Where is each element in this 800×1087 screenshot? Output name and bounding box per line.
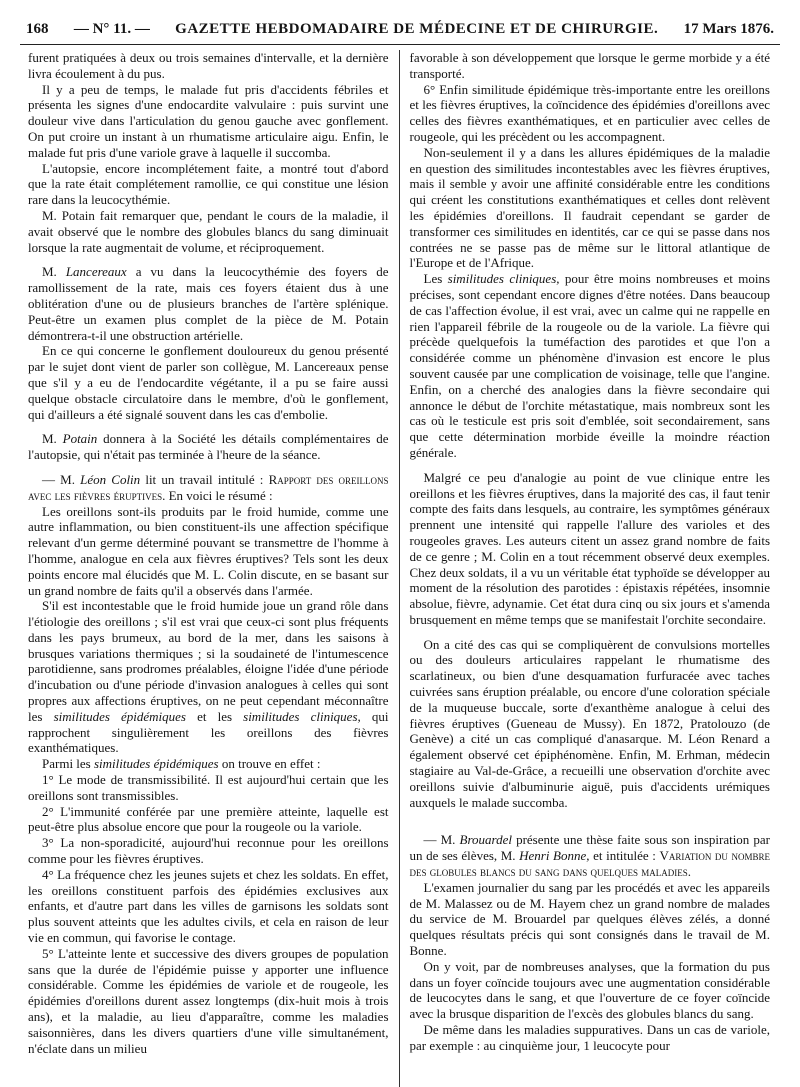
masthead-title: GAZETTE HEBDOMADAIRE DE MÉDECINE ET DE CHIRURGIE. xyxy=(175,21,659,37)
honorific: — M. xyxy=(42,471,75,487)
paragraph-text: donnera à la Société les détails complémentaires de l'autopsie, qui n'était pas terminée à l'heure de la séance. xyxy=(28,431,389,463)
paragraph: L'examen journalier du sang par les procédés et avec les appareils de M. Malassez ou de M. Hayem chez un grand nombre de malades du service de M. Brouardel par quelques élèves zélés, a donné quelques résultats précis qui sont consignés dans le travail de M. Bonne. xyxy=(409,879,770,959)
paragraph: On a cité des cas qui se compliquèrent de convulsions mortelles ou des douleurs articulaires rappelant le rhumatisme des scarlatineux, ou bien d'une desquamation furfuracée avec taches cuivrées sans éruption préalable, ou encore d'une coloration spéciale de la muqueuse buccale, sorte d'exanthème analogue à celui des fièvres éruptives (Gueneau de Mussy). En 1872, Pratolouzo (de Genève) a cité un cas compliqué d'anasarque. M. Léon Renard a également observé cet épiphénomène. Enfin, M. Erhman, médecin stagiaire au Val-de-Grâce, a recueilli une observation d'orchite avec oreillons suivie d'albuminurie aiguë, puis d'accidents urémiques auxquels le malade succomba. xyxy=(409,636,770,810)
left-column xyxy=(28,50,400,1087)
emphasis: similitudes cliniques, xyxy=(243,708,361,724)
speaker-name: Brouardel xyxy=(459,832,512,848)
paragraph-text: et les xyxy=(197,708,233,724)
right-column xyxy=(400,50,771,1087)
paragraph: On y voit, par de nombreuses analyses, que la formation du pus dans un foyer coïncide toujours avec une augmentation considérable de leucocytes dans le sang, et que l'ouverture de ce foyer coïncide avec la brusque disparition de l'excès des globules blancs du sang. xyxy=(409,958,770,1022)
issue-date: 17 Mars 1876. xyxy=(683,21,774,37)
issue-number: — N° 11. — xyxy=(73,21,150,37)
paragraph-text: Parmi les xyxy=(42,756,91,772)
list-item: 1° Le mode de transmissibilité. Il est aujourd'hui certain que les oreillons sont transmissibles. xyxy=(28,772,389,803)
honorific: — M. xyxy=(423,832,456,848)
emphasis: similitudes cliniques, xyxy=(447,271,560,287)
list-item: 3° La non-sporadicité, aujourd'hui reconnue pour les oreillons comme pour les fièvres éruptives. xyxy=(28,835,389,867)
emphasis: similitudes épidémiques xyxy=(94,756,219,772)
paragraph: De même dans les maladies suppuratives. Dans un cas de variole, par exemple : au cinquième jour, 1 leucocyte pour xyxy=(409,1022,770,1053)
paragraph-text: lit un travail intitulé : xyxy=(145,471,264,487)
paragraph-text: présente une thèse faite sous son inspiration par un de ses élèves, M. xyxy=(409,832,770,864)
speaker-name: Lancereaux xyxy=(65,264,127,280)
paragraph-text: pour être moins nombreuses et moins précises, sont cependant encore dignes d'être notées. Dans beaucoup de cas l'affection évolue, il est vrai, avec un calme qui ne rappelle en rien l'appareil fébrile de la rougeole ou de la variole. La fièvre qui précède quelquefois la tuméfaction des parotides et que l'on a considérée comme un phénomène d'invasion est encore le plus souvent causée par une complication de voisinage, telle que l'angine. Enfin, on a cherché des analogies dans la fièvre secondaire qui annonce le début de l'orchite métastatique, mais nombreux sont les cas où le testicule est pris soit d'emblée, soit secondairement, sans que cette détermination morbide éveille la moindre réaction générale. xyxy=(409,271,770,460)
paragraph-text: a vu dans la leucocythémie des foyers de ramollissement de la rate, mais ces foyers étaient dus à une oblitération d'une ou de plusieurs branches de l'artère splénique. Peut-être un examen plus complet de la pièce de M. Potain démontrera-t-il une obstruction artérielle. xyxy=(28,264,389,343)
page-number: 168 xyxy=(26,21,49,37)
speaker-name: Léon Colin xyxy=(80,471,141,487)
paragraph: Malgré ce peu d'analogie au point de vue clinique entre les oreillons et les fièvres éruptives, dans la majorité des cas, il faut tenir compte des faits dans lesquels, au contraire, les symptômes généraux prennent une intensité qui rappelle l'allure des varioles et des rougeoles graves. Les auteurs citent un assez grand nombre de faits de ce genre ; M. Colin en a tout récemment observé deux exemples. Chez deux soldats, il a vu un véritable état typhoïde se développer au moment de la résolution des parotides : épistaxis répétées, insomnie absolue, fièvre, adynamie. Cet état dura cinq ou six jours et s'amenda brusquement en même temps que se manifestait l'orchite secondaire. xyxy=(409,469,770,627)
paragraph: M. Potain fait remarquer que, pendant le cours de la maladie, il avait observé que le nombre des globules blancs du sang diminuait lorsque la rate augmentait de volume, et réciproquement. xyxy=(28,207,389,255)
paragraph xyxy=(28,756,389,772)
paragraph-text: on trouve en effet : xyxy=(221,756,321,772)
list-item: 4° La fréquence chez les jeunes sujets et chez les soldats. En effet, les oreillons constituent parfois des épidémies exclusives aux enfants, et d'autre part dans les villes de garnisons les soldats sont plus souvent atteints que les adultes civils, et cela en raison de leur vie en commun, qui favorise le contage. xyxy=(28,866,389,946)
text-columns xyxy=(28,50,770,1087)
paragraph xyxy=(28,598,389,756)
emphasis: similitudes épidémiques xyxy=(53,708,186,724)
paragraph: favorable à son développement que lorsque le germe morbide y a été transporté. xyxy=(409,50,770,81)
paragraph: Il y a peu de temps, le malade fut pris d'accidents fébriles et présenta les signes d'une endocardite valvulaire : puis survint une douleur vive dans l'articulation du genou gauche avec gonflement. On put croire un instant à un rhumatisme articulaire aigu. Enfin, le malade fut pris d'une variole grave à laquelle il succomba. xyxy=(28,81,389,160)
paper-title: Rapport des oreillons avec les fièvres éruptives. xyxy=(28,471,389,503)
paragraph xyxy=(410,271,771,461)
paragraph-text: En voici le résumé : xyxy=(168,487,273,503)
speaker-name: Henri Bonne, xyxy=(519,848,590,864)
header-rule xyxy=(20,44,780,45)
paragraph xyxy=(410,832,771,879)
paragraph-text: S'il est incontestable que le froid humide joue un grand rôle dans l'étiologie des oreillons ; s'il est vrai que ceux-ci sont plus fréquents dans les pays brumeux, au bord de la mer, dans les saisons à brusques variations thermiques ; si la soudaineté de l'intumescence parotidienne, sans prodromes préalables, éloigne l'idée d'une période d'incubation ou d'une période d'invasion analogues à celles qui sont propres aux affections éruptives, on ne peut cependant méconnaître les xyxy=(28,598,389,724)
paragraph-text: et intitulée : xyxy=(593,848,656,864)
honorific: M. xyxy=(42,431,57,447)
list-item: 2° L'immunité conférée par une première atteinte, laquelle est peut-être plus absolue encore que pour la rougeole ou la variole. xyxy=(28,803,389,835)
paragraph: furent pratiquées à deux ou trois semaines d'intervalle, et la dernière livra écoulement à du pus. xyxy=(28,50,389,81)
paragraph: Les oreillons sont-ils produits par le froid humide, comme une autre inflammation, ou bien constituent-ils une affection spécifique relevant d'un germe déterminé pouvant se transmettre de l'homme à l'homme, analogue en cela aux fièvres éruptives? Tels sont les deux points encore mal élucidés que M. L. Colin discute, en se basant sur un grand nombre de faits qu'il a observés dans l'armée. xyxy=(28,503,389,598)
speaker-name: Potain xyxy=(62,431,98,447)
running-header xyxy=(20,16,780,42)
list-item: 5° L'atteinte lente et successive des divers groupes de population sans que la durée de l'épidémie puisse y apporter une influence considérable. Comme les épidémies de variole et de rougeole, les épidémies d'oreillons durent assez longtemps (dix-huit mois à trois ans), et la maladie, au lieu d'apparaître, comme les maladies saisonnières, dans les divers quartiers d'une ville simultanément, n'éclate dans un milieu xyxy=(28,945,389,1056)
paragraph: Non-seulement il y a dans les allures épidémiques de la maladie en question des similitudes incontestables avec les fièvres éruptives, mais il semble y avoir une affinité considérable entre les conditions qui créent les constitutions exanthématiques et celles dont relèvent les épidémies d'oreillons. Il faudrait cependant se garder de transformer ces similitudes en identités, car ce qui se passe dans nos contrées ne se passe pas de même sur le littoral atlantique de l'Europe et de l'Afrique. xyxy=(409,144,770,271)
paragraph xyxy=(28,472,389,504)
honorific: M. xyxy=(42,264,57,280)
paragraph-text: qui rapprochent singulièrement les oreillons des fièvres exanthématiques. xyxy=(28,708,389,756)
paragraph-text: Les xyxy=(423,271,443,287)
paragraph xyxy=(28,264,389,343)
paragraph xyxy=(28,431,389,463)
paragraph: En ce qui concerne le gonflement douloureux du genou présenté par le sujet dont vient de parler son collègue, M. Lancereaux pense que s'il y a eu de l'endocardite végétante, il a pu se faire aussi quelque obstacle circulatoire dans le membre, d'où le gonflement, qui d'ailleurs a été signalé souvent dans les cas d'embolie. xyxy=(28,343,389,422)
paragraph: L'autopsie, encore incomplétement faite, a montré tout d'abord que la rate était complétement ramollie, ce qui constitue une lésion rare dans la leucocythémie. xyxy=(28,160,389,208)
list-item: 6° Enfin similitude épidémique très-importante entre les oreillons et les fièvres éruptives, la coïncidence des épidémies d'oreillons avec celles des fièvres exanthématiques, et en particulier avec celles de rougeole, qui les précèdent ou les accompagnent. xyxy=(409,81,770,144)
thesis-title: Variation du nombre des globules blancs du sang dans quelques maladies. xyxy=(409,848,770,880)
